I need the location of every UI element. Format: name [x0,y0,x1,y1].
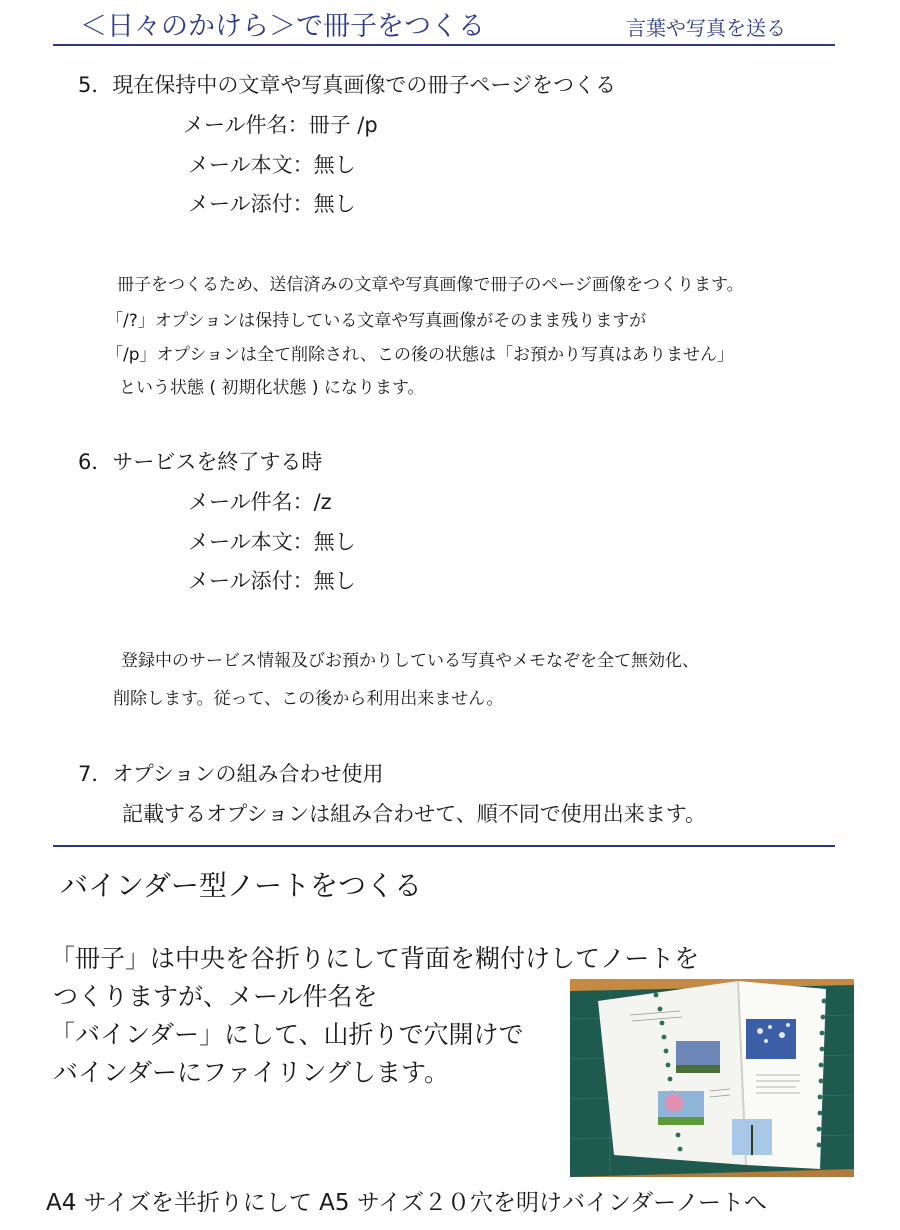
binder-notebook-illustration [570,979,854,1177]
step7-heading: 7．オプションの組み合わせ使用 [78,762,384,786]
step6-attach: メール添付：無し [188,569,356,593]
step5-subject: メール件名：冊子 /p [183,113,378,137]
step5-note-line: という状態 ( 初期化状態 ) になります。 [119,378,425,398]
binder-heading: バインダー型ノートをつくる [60,869,423,902]
step5-note-line: 「/?」オプションは保持している文章や写真画像がそのまま残りますが [106,311,647,331]
step6-note-line: 削除します。従って、この後から利用出来ません。 [113,689,504,709]
binder-para-line: 「冊子」は中央を谷折りにして背面を糊付けしてノートを [50,944,700,973]
binder-notebook-photo [570,979,854,1177]
step6-heading: 6．サービスを終了する時 [78,450,323,474]
step5-heading: 5．現在保持中の文章や写真画像での冊子ページをつくる [78,73,616,97]
step5-attach: メール添付：無し [188,192,356,216]
step6-body: メール本文：無し [188,530,356,554]
send-words-photos-link[interactable]: 言葉や写真を送る [626,16,786,40]
binder-caption: A4 サイズを半折りにして A5 サイズ２０穴を明けバインダーノートへ [46,1190,767,1216]
section-divider [53,845,835,847]
page-title: ＜日々のかけら＞で冊子をつくる [80,11,485,42]
binder-para-line: つくりますが、メール件名を [53,982,378,1011]
step6-subject: メール件名：/z [188,490,332,514]
step7-text: 記載するオプションは組み合わせて、順不同で使用出来ます。 [122,802,707,826]
binder-para-line: 「バインダー」にして、山折りで穴開けで [50,1020,524,1049]
header-divider [53,44,835,46]
step5-note-line: 冊子をつくるため、送信済みの文章や写真画像で冊子のページ画像をつくります。 [117,275,744,295]
step5-note-line: 「/p」オプションは全て削除され、この後の状態は「お預かり写真はありません」 [106,345,735,365]
binder-para-line: バインダーにファイリングします。 [53,1058,450,1087]
step6-note-line: 登録中のサービス情報及びお預かりしている写真やメモなぞを全て無効化、 [121,651,699,671]
step5-body: メール本文：無し [188,153,356,177]
